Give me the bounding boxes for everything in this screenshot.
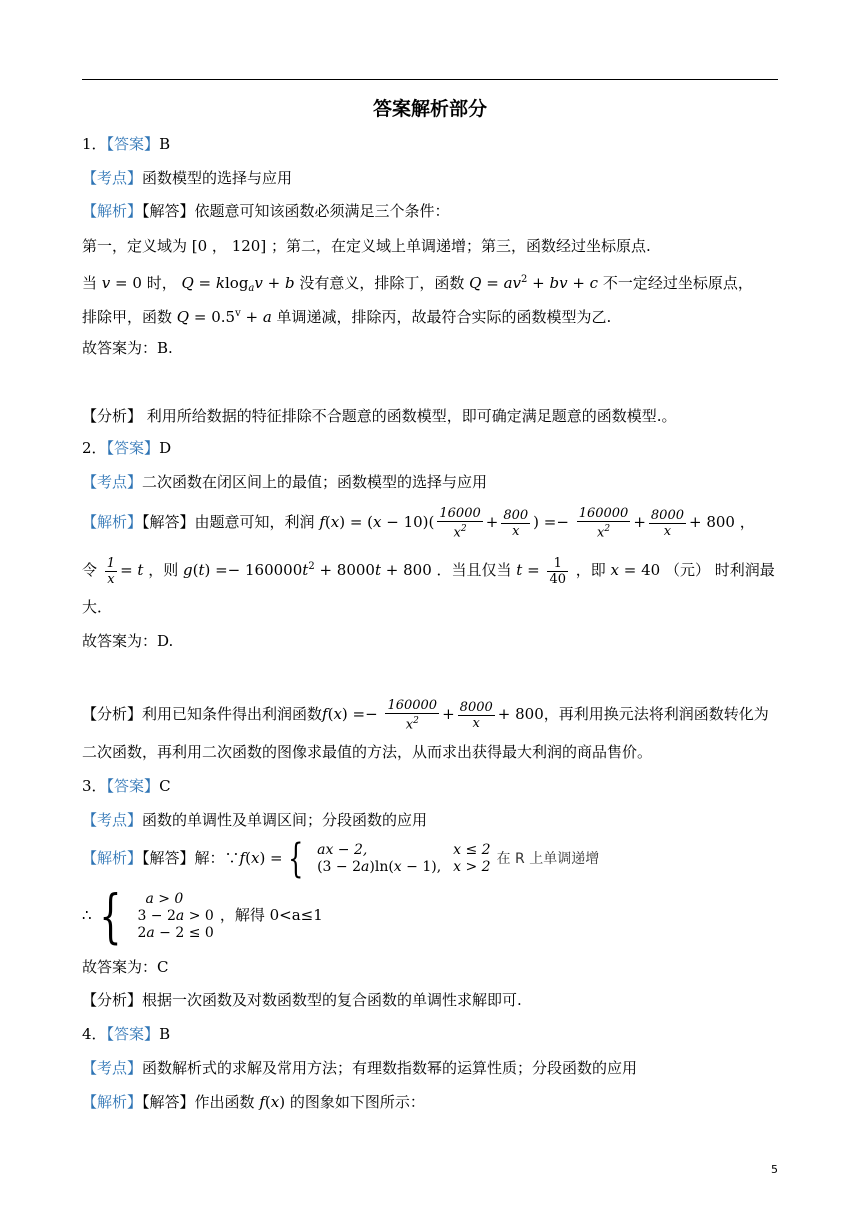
q1-number: 1．	[82, 135, 107, 153]
q4-l1a: 作出函数	[194, 1093, 260, 1111]
q2-text-line-3: 大．	[82, 598, 113, 616]
q2-conclusion: 故答案为：D.	[82, 632, 174, 650]
q3-piecewise-cases: ax − 2, x ≤ 2 (3 − 2a)ln(x − 1), x > 2	[317, 842, 491, 875]
q2-answer-tag: 【答案】	[106, 439, 160, 457]
q2-substitution: $\frac{1}{x}$	[106, 555, 116, 587]
q3-fenxi: 根据一次函数及对数函数型的复合函数的单调性求解即可.	[142, 991, 522, 1009]
q3-brace: {	[287, 836, 304, 882]
q4-answer-line	[82, 1024, 170, 1044]
q3-piecewise-fx: f	[239, 849, 246, 867]
q3-conclusion: 故答案为：C	[82, 958, 169, 976]
q1-l3d: 不一定经过坐标原点，	[598, 274, 753, 292]
q3-system-cases: a > 0 3 − 2a > 0 2a − 2 ≤ 0	[137, 890, 214, 941]
q4-jiexi-tag: 【解析】	[82, 1093, 143, 1111]
q1-l3a: 当	[82, 274, 102, 292]
q3-number: 3．	[82, 777, 107, 795]
q4-kaodian-line	[82, 1058, 637, 1078]
q1-text-line-4: 排除甲，函数 $Q = 0.5^v + a$ 单调递减，排除丙，故最符合实际的函数模型为乙.	[82, 308, 612, 326]
q3-system-brace: {	[98, 882, 122, 950]
q2-kaodian: 二次函数在闭区间上的最值；函数模型的选择与应用	[142, 473, 488, 491]
q2-jiexi-tag: 【解析】	[82, 513, 143, 531]
q3-system-line	[82, 882, 323, 950]
q4-answer-tag: 【答案】	[106, 1025, 160, 1043]
q2-kaodian-line	[82, 472, 487, 492]
q1-l3c: 没有意义，排除丁，函数	[294, 274, 470, 292]
q1-conclusion: 故答案为：B.	[82, 339, 173, 357]
q1-kaodian-tag: 【考点】	[82, 169, 143, 187]
q2-fenxi-a: 利用已知条件得出利润函数	[142, 705, 323, 723]
q3-kaodian-tag: 【考点】	[82, 811, 143, 829]
q3-answer-tag: 【答案】	[106, 777, 160, 795]
q2-jiexi-line: 【解析】【解答】由题意可知，利润 f(x) = (x − 10)( $\frac{16000}{x^2}$ + $\frac{800}{x}$ ) =− $\frac{160000}{x^2}$ + $\frac{8000}{x}$ + 800 ，	[82, 505, 755, 541]
q1-l3b: 时，	[141, 274, 182, 292]
q2-l1b: ，	[734, 513, 755, 531]
q1-fenxi-tag: 【分析】	[82, 407, 143, 425]
q1-fenxi: 利用所给数据的特征排除不合题意的函数模型，即可确定满足题意的函数模型.。	[142, 407, 677, 425]
q2-gt-formula: g	[182, 561, 193, 579]
q1-kaodian-line	[82, 168, 292, 188]
q3-therefore: ∴	[82, 906, 92, 924]
q2-jieda-tag: 【解答】	[142, 513, 195, 531]
q1-math-exp: Q	[176, 308, 190, 326]
q2-l2c: ．当且仅当	[431, 561, 517, 579]
q2-l2a: 令	[82, 561, 102, 579]
q1-text-line-2: 第一，定义域为 [0 ， 120] ；第二，在定义域上单调递增；第三，函数经过坐标原点.	[82, 237, 651, 255]
q2-number: 2．	[82, 439, 107, 457]
q3-l2b: ，解得 0<a≤1	[219, 906, 323, 924]
q1-fenxi-line	[82, 406, 677, 426]
q1-text-line-3: 当 v = 0 时， Q = klog$_a$v + b 没有意义，排除丁，函数 $Q = av^2$ + bv + c 不一定经过坐标原点，	[82, 274, 753, 294]
q4-kaodian: 函数解析式的求解及常用方法；有理数指数幂的运算性质；分段函数的应用	[142, 1059, 638, 1077]
q2-fenxi-b: ，再利用换元法将利润函数转化为	[543, 705, 769, 723]
q3-answer-line	[82, 776, 171, 796]
q2-fenxi-formula: f	[322, 705, 328, 723]
page-title: 答案解析部分	[372, 98, 487, 120]
q1-l4a: 排除甲，函数	[82, 308, 177, 326]
q3-fenxi-line	[82, 990, 522, 1010]
q3-jiexi-line: 【解析】【解答】解：∵f(x) = { ax − 2, x ≤ 2 (3 − 2a)ln(x − 1), x > 2 在 R 上单调递增	[82, 836, 600, 882]
q1-jiexi-tag: 【解析】	[82, 202, 143, 220]
q1-math-log: Q	[181, 274, 194, 292]
q1-answer: B	[159, 135, 171, 153]
header-rule	[82, 79, 778, 80]
q3-jieda-tag: 【解答】	[142, 849, 195, 867]
q2-kaodian-tag: 【考点】	[82, 473, 143, 491]
q1-math-v0: v	[101, 274, 111, 292]
q2-answer: D	[159, 439, 172, 457]
q1-kaodian: 函数模型的选择与应用	[142, 169, 293, 187]
q2-profit-formula: f	[319, 513, 325, 531]
q3-answer: C	[159, 777, 171, 795]
q2-x-value: x	[610, 561, 619, 579]
q4-jieda-tag: 【解答】	[142, 1093, 195, 1111]
q2-l2d: ，即	[570, 561, 611, 579]
q2-fenxi-line: 【分析】利用已知条件得出利润函数f(x) =− $\frac{160000}{x^2}$ + $\frac{8000}{x}$ + 800，再利用换元法将利润函数转化为	[82, 697, 769, 733]
q2-answer-line	[82, 438, 171, 458]
q1-answer-tag: 【答案】	[106, 135, 160, 153]
q4-answer: B	[159, 1025, 171, 1043]
q1-jieda-text: 依题意可知该函数必须满足三个条件：	[194, 202, 450, 220]
q4-kaodian-tag: 【考点】	[82, 1059, 143, 1077]
q1-jiexi-line	[82, 201, 450, 221]
q2-l2b: ，则	[143, 561, 183, 579]
q3-l1b: 在 R 上单调递增	[496, 851, 600, 867]
q4-l1b: 的图象如下图所示：	[285, 1093, 425, 1111]
q1-math-quad: Q	[469, 274, 482, 292]
q4-fx: f	[259, 1093, 265, 1111]
q3-fenxi-tag: 【分析】	[82, 991, 143, 1009]
q2-t-value: t	[516, 561, 523, 579]
q2-fenxi-line-2: 二次函数，再利用二次函数的图像求最值的方法，从而求出获得最大利润的商品售价。	[82, 743, 653, 761]
q2-l1a: 由题意可知，利润	[194, 513, 320, 531]
q4-jiexi-line: 【解析】【解答】作出函数 f(x) 的图象如下图所示：	[82, 1093, 425, 1111]
q1-l4b: 单调递减，排除丙，故最符合实际的函数模型为乙.	[271, 308, 612, 326]
q1-answer-line	[82, 134, 170, 154]
q3-kaodian-line	[82, 810, 427, 830]
q3-jiexi-tag: 【解析】	[82, 849, 143, 867]
page-number: 5	[771, 1163, 778, 1176]
q4-number: 4．	[82, 1025, 107, 1043]
q2-l2e: （元） 时利润最	[660, 561, 775, 579]
q2-text-line-2: 令 $\frac{1}{x}$ = t ，则 $g(t) =- 160000t^2 + 8000t + 800$ ．当且仅当 t = $\frac{1}{40}$ ，即 x = 40 （元） 时利润最	[82, 555, 775, 587]
q3-l1a: 解：∵	[194, 849, 240, 867]
q3-kaodian: 函数的单调性及单调区间；分段函数的应用	[142, 811, 428, 829]
q2-fenxi-tag: 【分析】	[82, 705, 143, 723]
q1-jieda-tag: 【解答】	[142, 202, 195, 220]
